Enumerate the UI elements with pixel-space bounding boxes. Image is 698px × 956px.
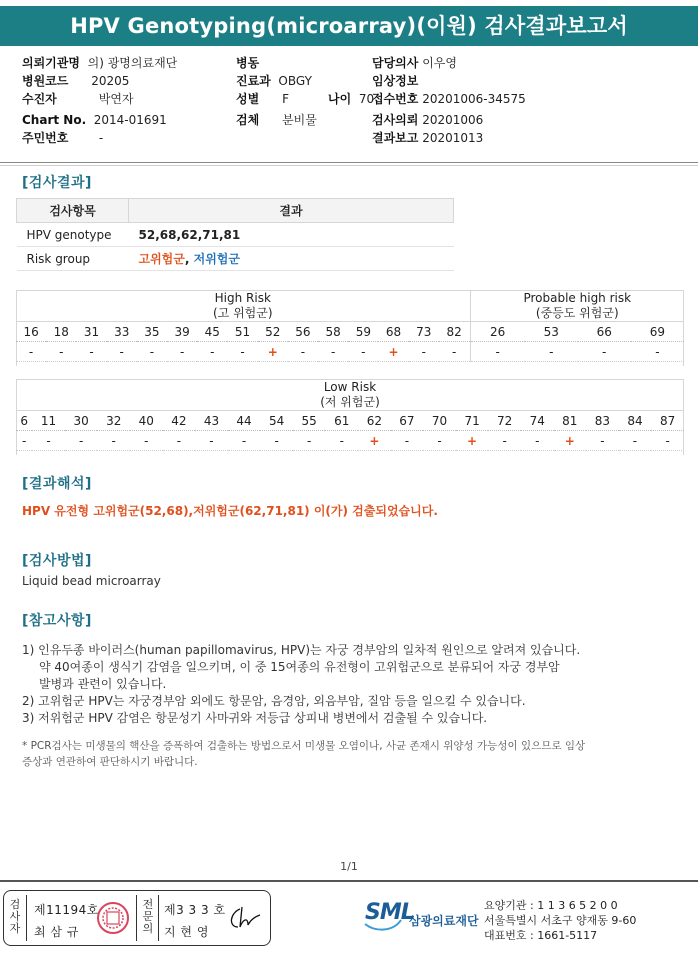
dept-label: 진료과: [236, 74, 271, 88]
notes-heading: [참고사항]: [22, 613, 92, 629]
footnote-line: * PCR검사는 미생물의 핵산을 증폭하여 검출하는 방법으로서 미생물 오염이나, 사균 존재시 위양성 가능성이 있으므로 임상: [22, 740, 586, 752]
genotype-number: 67: [391, 411, 424, 431]
table-row: [17, 223, 454, 247]
genotype-result: -: [32, 431, 65, 451]
genotype-result: -: [130, 431, 163, 451]
doctor-value: 이우영: [422, 56, 457, 70]
genotype-number: 71: [456, 411, 489, 431]
high-risk-group-label: [16, 291, 470, 322]
resident-label: 주민번호: [22, 131, 69, 145]
footnote-line: 증상과 연관하여 판단하시기 바랍니다.: [22, 756, 198, 768]
examiner-label: [6, 899, 24, 935]
patient-label: 수진자: [22, 92, 57, 106]
label-char: 문: [142, 910, 154, 923]
label-char: 사: [9, 910, 21, 923]
lab-logo-text: SML: [365, 900, 414, 925]
col-item-header: 검사항목: [17, 199, 129, 223]
low-risk-title: Low Risk: [323, 380, 377, 394]
low-risk-group-label: [16, 380, 684, 411]
row-result: [129, 247, 454, 271]
lab-code: 요양기관 : 1 1 3 6 5 2 0 0: [484, 899, 618, 912]
genotype-result: -: [137, 342, 167, 362]
lab-info: [484, 898, 636, 943]
genotype-result: -: [46, 342, 76, 362]
specimen-label: 검체: [236, 113, 260, 127]
low-risk-subtitle: (저 위험군): [320, 395, 380, 409]
high-risk-tag: 고위험군: [138, 252, 185, 266]
row-item: HPV genotype: [17, 223, 129, 247]
genotype-number: 39: [167, 322, 197, 342]
genotype-number: 45: [197, 322, 227, 342]
genotype-result: -: [439, 342, 470, 362]
report-label: 결과보고: [372, 131, 419, 145]
genotype-number: 66: [578, 322, 631, 342]
page-number: 1/1: [340, 860, 358, 873]
note-3: 3) 저위험군 HPV 감염은 항문성기 사마귀와 저등급 상피내 병변에서 검출될 수 있습니다.: [22, 711, 488, 725]
genotype-result: -: [97, 431, 130, 451]
note-2: 2) 고위험군 HPV는 자궁경부암 외에도 항문암, 음경암, 외음부암, 질암 등을 일으킬 수 있습니다.: [22, 694, 526, 708]
risk-separator: ,: [184, 252, 194, 266]
high-risk-table: [16, 291, 684, 362]
hosp-code-value: 20205: [91, 74, 130, 88]
accession-label: 접수번호: [372, 92, 419, 106]
genotype-result: -: [167, 342, 197, 362]
divider: [0, 165, 698, 166]
genotype-number: 81: [554, 411, 587, 431]
divider: [26, 895, 27, 941]
genotype-number: 16: [16, 322, 46, 342]
lab-phone: 대표번호 : 1661-5117: [484, 929, 598, 942]
report-value: 20201013: [422, 131, 484, 145]
resident-value: -: [98, 131, 104, 145]
genotype-number: 84: [619, 411, 652, 431]
lab-address: 서울특별시 서초구 양재동 9-60: [484, 914, 637, 927]
table-row: [17, 247, 454, 271]
genotype-result: -: [195, 431, 228, 451]
genotype-number: 58: [318, 322, 348, 342]
genotype-number: 11: [32, 411, 65, 431]
genotype-result: -: [76, 342, 106, 362]
age-label: 나이: [328, 92, 352, 106]
genotype-result: -: [578, 342, 631, 362]
genotype-number: 59: [348, 322, 378, 342]
report-title: HPV Genotyping(microarray)(이원) 검사결과보고서: [0, 6, 698, 46]
sex-value: F: [282, 92, 289, 106]
genotype-result: -: [318, 342, 348, 362]
genotype-result: -: [488, 431, 521, 451]
genotype-number: 62: [358, 411, 391, 431]
genotype-result: -: [521, 431, 554, 451]
genotype-number: 55: [293, 411, 326, 431]
high-risk-subtitle: (고 위험군): [213, 306, 273, 320]
label-char: 의: [142, 922, 154, 935]
note-1: 1) 인유두종 바이러스(human papillomavirus, HPV)는 자궁 경부암의 일차적 원인으로 알려져 있습니다.: [22, 643, 581, 657]
ward-label: 병동: [236, 56, 260, 70]
request-value: 20201006: [422, 113, 484, 127]
genotype-number: 30: [65, 411, 98, 431]
probable-risk-title: Probable high risk: [523, 291, 632, 305]
note-1-cont: 약 40여종이 생식기 감염을 일으키며, 이 중 15여종의 유전형이 고위험군으로 분류되어 자궁 경부암: [39, 660, 560, 674]
genotype-number: 69: [631, 322, 684, 342]
genotype-number: 40: [130, 411, 163, 431]
genotype-number: 82: [439, 322, 470, 342]
genotype-number: 74: [521, 411, 554, 431]
genotype-number: 35: [137, 322, 167, 342]
patient-info: [22, 54, 692, 150]
genotype-number: 68: [378, 322, 408, 342]
genotype-result: -: [16, 342, 46, 362]
row-item: Risk group: [17, 247, 129, 271]
genotype-result: +: [456, 431, 489, 451]
genotype-result: -: [163, 431, 196, 451]
chart-value: 2014-01691: [93, 113, 167, 127]
note-1-cont: 발병과 관련이 있습니다.: [39, 677, 167, 691]
genotype-number: 32: [97, 411, 130, 431]
accession-value: 20201006-34575: [422, 92, 526, 106]
signature-box: [3, 890, 271, 946]
genotype-result: -: [197, 342, 227, 362]
interpretation-text: HPV 유전형 고위험군(52,68),저위험군(62,71,81) 이(가) 검출되었습니다.: [22, 504, 438, 518]
method-text: Liquid bead microarray: [22, 574, 161, 588]
specialist-license: 제3 3 3 호: [164, 903, 226, 917]
genotype-result: +: [358, 431, 391, 451]
divider: [158, 895, 159, 941]
clinical-label: 임상정보: [372, 74, 419, 88]
genotype-number: 43: [195, 411, 228, 431]
genotype-number: 56: [288, 322, 318, 342]
genotype-result: -: [227, 342, 257, 362]
org-label: 의뢰기관명: [22, 56, 80, 70]
probable-risk-subtitle: (중등도 위험군): [535, 306, 619, 320]
divider: [0, 162, 698, 163]
label-char: 검: [9, 898, 21, 911]
genotype-result: -: [586, 431, 619, 451]
dept-value: OBGY: [278, 74, 312, 88]
genotype-result: -: [325, 431, 358, 451]
genotype-result: -: [107, 342, 137, 362]
genotype-number: 6: [16, 411, 32, 431]
genotype-number: 54: [260, 411, 293, 431]
signature-icon: [226, 903, 266, 933]
genotype-result: -: [228, 431, 261, 451]
genotype-number: 73: [409, 322, 439, 342]
genotype-result: -: [651, 431, 684, 451]
specialist-name: 지 현 영: [164, 925, 209, 939]
genotype-result: -: [525, 342, 578, 362]
genotype-number: 83: [586, 411, 619, 431]
label-char: 전: [142, 898, 154, 911]
genotype-result: -: [65, 431, 98, 451]
doctor-label: 담당의사: [372, 56, 419, 70]
seal-icon: [96, 901, 130, 935]
genotype-number: 72: [488, 411, 521, 431]
low-risk-table: [16, 380, 684, 451]
genotype-result: +: [554, 431, 587, 451]
genotype-number: 44: [228, 411, 261, 431]
genotype-result: -: [391, 431, 424, 451]
chart-label: Chart No.: [22, 113, 87, 127]
divider: [136, 895, 137, 941]
genotype-number: 51: [227, 322, 257, 342]
lab-name: 삼광의료재단: [409, 914, 479, 928]
genotype-result: -: [631, 342, 684, 362]
examiner-license: 제11194호: [34, 903, 99, 917]
genotype-number: 42: [163, 411, 196, 431]
genotype-result: -: [260, 431, 293, 451]
genotype-result: -: [293, 431, 326, 451]
examiner-name: 최 삼 규: [34, 925, 79, 939]
specimen-value: 분비물: [282, 113, 317, 127]
genotype-number: 53: [525, 322, 578, 342]
row-result: 52,68,62,71,81: [129, 223, 454, 247]
genotype-number: 31: [76, 322, 106, 342]
genotype-result: +: [378, 342, 408, 362]
col-result-header: 결과: [129, 199, 454, 223]
sex-label: 성별: [236, 92, 260, 106]
genotype-result: -: [348, 342, 378, 362]
request-label: 검사의뢰: [372, 113, 419, 127]
label-char: 자: [9, 922, 21, 935]
patient-value: 박연자: [98, 92, 134, 106]
footer-divider: [0, 880, 698, 882]
notes-list: [22, 642, 682, 727]
genotype-number: 70: [423, 411, 456, 431]
genotype-number: 61: [325, 411, 358, 431]
genotype-number: 52: [258, 322, 288, 342]
probable-risk-group-label: [470, 291, 684, 322]
genotype-number: 18: [46, 322, 76, 342]
genotype-number: 33: [107, 322, 137, 342]
footnote: [22, 738, 662, 770]
result-heading: [검사결과]: [22, 175, 92, 191]
genotype-number: 87: [651, 411, 684, 431]
genotype-result: -: [470, 342, 525, 362]
age-value: 70: [358, 92, 375, 106]
method-heading: [검사방법]: [22, 553, 92, 569]
specialist-label: [139, 899, 157, 935]
interpretation-heading: [결과해석]: [22, 476, 92, 492]
genotype-result: -: [423, 431, 456, 451]
genotype-result: -: [409, 342, 439, 362]
genotype-number: 26: [470, 322, 525, 342]
low-risk-tag: 저위험군: [193, 252, 240, 266]
high-risk-title: High Risk: [214, 291, 271, 305]
hosp-code-label: 병원코드: [22, 74, 69, 88]
org-value: 의) 광명의료재단: [87, 56, 178, 70]
genotype-result: -: [619, 431, 652, 451]
genotype-result: +: [258, 342, 288, 362]
result-table: [16, 198, 454, 271]
genotype-result: -: [16, 431, 32, 451]
genotype-result: -: [288, 342, 318, 362]
